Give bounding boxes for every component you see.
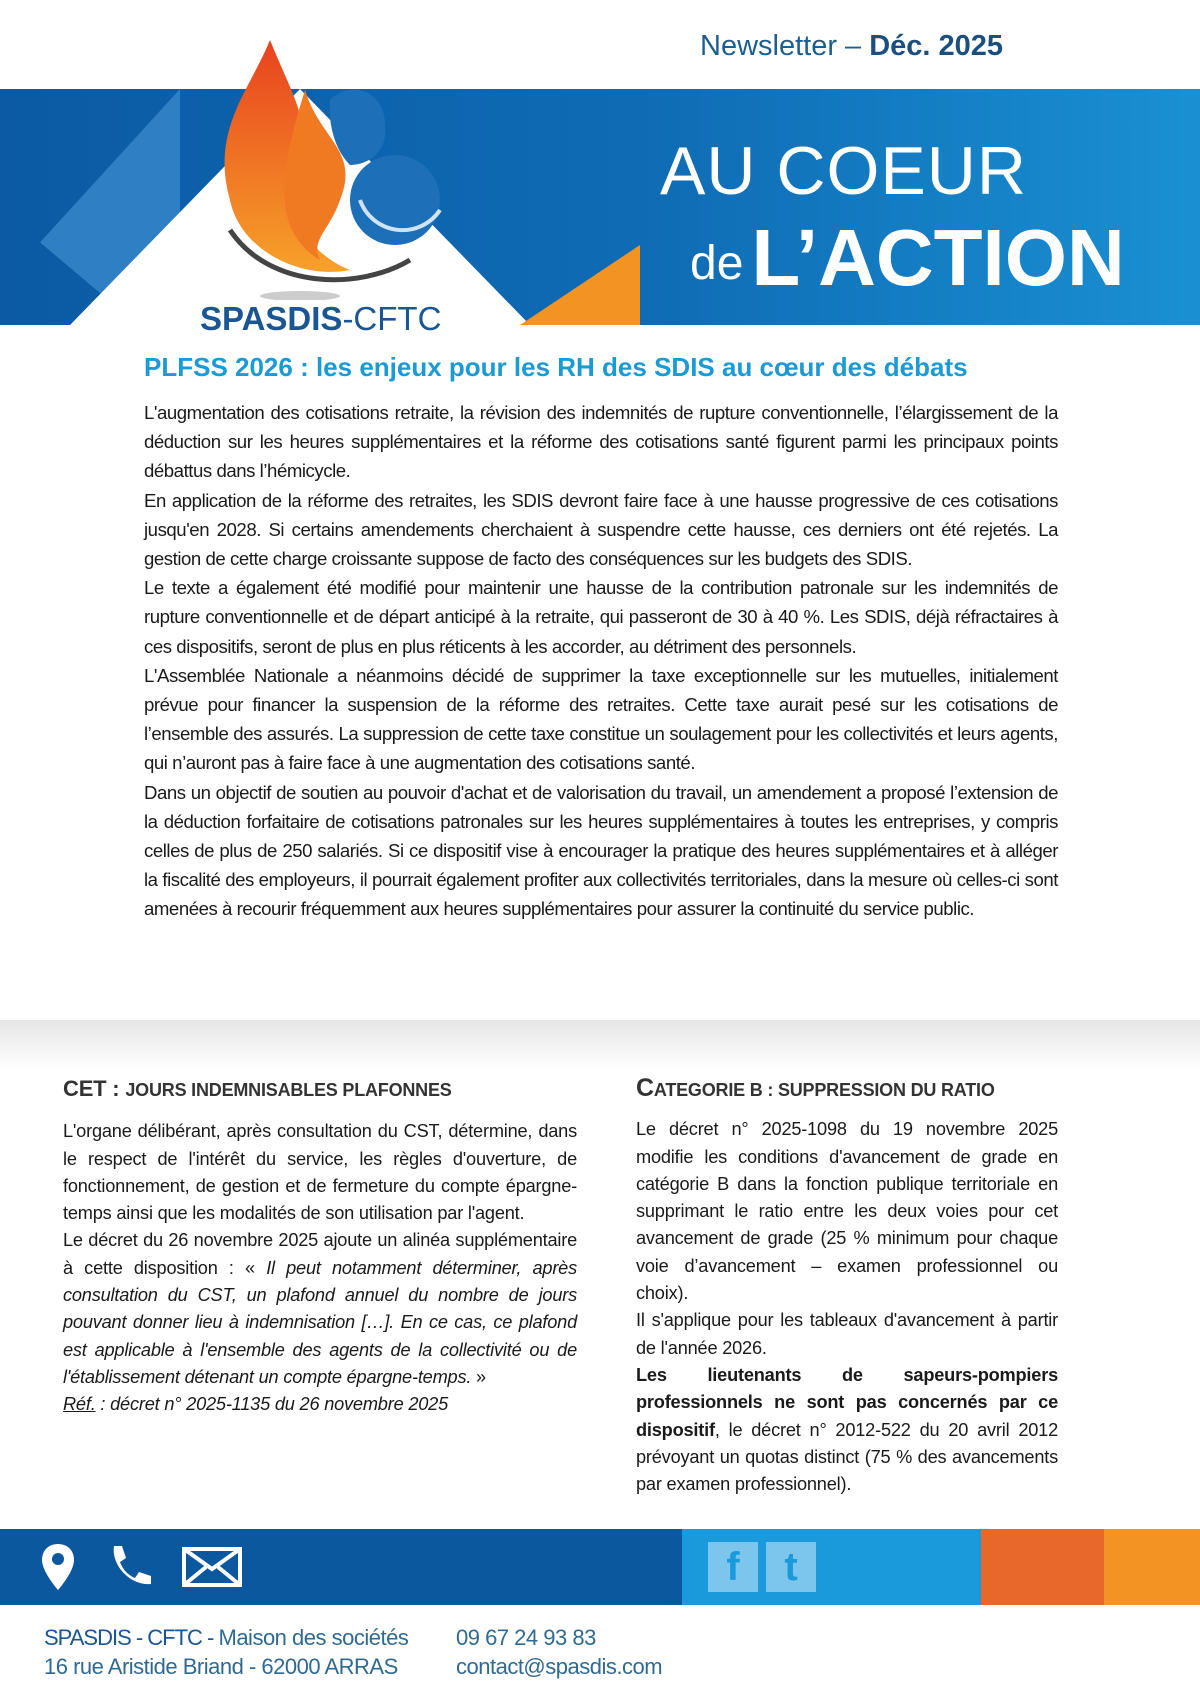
location-pin-icon[interactable] — [40, 1542, 76, 1592]
cet-quote: Il peut notamment déterminer, après consultation du CST, un plafond annuel du nombre de jours pouvant donner lieu à indemnisation […]. En ce cas, ce plafond est applicable à l'ensemble des agents de la collectivité ou de l'établissement détenant un compte épargne-temps. — [63, 1257, 577, 1387]
article-paragraph: L'augmentation des cotisations retraite, la révision des indemnités de rupture conventionnelle, l’élargissement de la déduction sur les heures supplémentaires et la réforme des cotisations santé figurent parmi les principaux points débattus dans l’hémicycle. — [144, 402, 1058, 482]
newsletter-label: Newsletter – — [700, 30, 870, 62]
catb-paragraph: Il s'applique pour les tableaux d'avancement à partir de l'année 2026. — [636, 1310, 1058, 1358]
newsletter-date — [700, 30, 1003, 63]
banner-title-line1: AU COEUR — [660, 133, 1027, 209]
catb-bold: Les lieutenants de sapeurs-pompiers professionnels ne sont pas concernés par ce dispositif — [636, 1364, 1058, 1440]
footer-orange-block — [981, 1529, 1104, 1605]
cet-heading — [63, 1075, 577, 1104]
brand-bold: SPASDIS — [200, 300, 343, 337]
social-links — [682, 1529, 981, 1605]
cet-paragraph: L'organe délibérant, après consultation du CST, détermine, dans le respect de l'intérêt du service, les règles d'ouverture, de fonctionnement, de gestion et de fermeture du compte épargne-temps ainsi que les modalités de son utilisation par l'agent. — [63, 1121, 577, 1224]
article-body — [144, 398, 1058, 924]
contact-icons — [0, 1529, 682, 1605]
brand-rest: -CFTC — [342, 300, 442, 337]
banner-de: de — [690, 237, 744, 290]
footer-email[interactable]: contact@spasdis.com — [456, 1654, 663, 1679]
catb-heading — [636, 1075, 1058, 1104]
facebook-icon[interactable]: f — [708, 1542, 758, 1592]
cet-paragraph — [63, 1227, 577, 1391]
cet-ref-label: Réf. — [63, 1394, 96, 1415]
newsletter-issue: Déc. 2025 — [869, 30, 1004, 62]
cet-intro: Le décret du 26 novembre 2025 ajoute un alinéa supplémentaire à cette disposition : « — [63, 1230, 577, 1278]
cet-reference — [63, 1391, 577, 1418]
article-paragraph: L'Assemblée Nationale a néanmoins décidé de supprimer la taxe exceptionnelle sur les mutuelles, initialement prévue pour financer la suspension de la réforme des retraites. Cette taxe aurait pesé sur les cotisations de l’ensemble des assurés. La suppression de cette taxe constitue un soulagement pour les collectivités et leurs agents, qui n’auront pas à faire face à une augmentation des cotisations santé. — [144, 664, 1058, 774]
mail-icon[interactable] — [182, 1547, 242, 1587]
banner-title-line2 — [690, 212, 1125, 304]
cet-heading-small: JOURS INDEMNISABLES PLAFONNES — [125, 1080, 452, 1100]
catb-heading-small: SUPPRESSION DU RATIO — [777, 1080, 995, 1100]
article-paragraph: Dans un objectif de soutien au pouvoir d'achat et de valorisation du travail, un amendement a proposé l’extension de la déduction forfaitaire de cotisations patronales sur les heures supplémentaires à toutes les entreprises, y compris celles de plus de 250 salariés. Si ce dispositif vise à encourager la pratique des heures supplémentaires et à alléger la fiscalité des employeurs, il pourrait également profiter aux collectivités territoriales, dans la mesure où celles-ci sont amenées à recourir fréquemment aux heures supplémentaires pour assurer la continuité du service public. — [144, 781, 1058, 920]
catb-heading-big: ATEGORIE B : — [653, 1080, 778, 1100]
cet-section — [63, 1075, 577, 1419]
catb-heading-initial: C — [636, 1074, 654, 1102]
catb-paragraph — [636, 1362, 1058, 1498]
footer-place: Maison des sociétés — [218, 1625, 409, 1650]
catb-rest: , le décret n° 2012-522 du 20 avril 2012 prévoyant un quotas distinct (75 % des avancements par examen professionnel). — [636, 1419, 1058, 1495]
footer-amber-block — [1104, 1529, 1200, 1605]
cet-quote-close: » — [471, 1366, 486, 1387]
banner-action: L’ACTION — [751, 213, 1125, 302]
twitter-icon[interactable]: t — [766, 1542, 816, 1592]
brand-name — [200, 300, 441, 338]
article-paragraph: Le texte a également été modifié pour maintenir une hausse de la contribution patronale sur les indemnités de rupture conventionnelle et de départ anticipé à la retraite, qui passeront de 30 à 40 %. Les SDIS, déjà réfractaires à ces dispositifs, seront de plus en plus réticents à les accorder, au détriment des personnels. — [144, 577, 1058, 657]
article-title: PLFSS 2026 : les enjeux pour les RH des SDIS au cœur des débats — [144, 352, 968, 382]
phone-icon[interactable] — [104, 1542, 154, 1592]
footer-phone[interactable]: 09 67 24 93 83 — [456, 1625, 596, 1650]
orange-accent — [520, 245, 640, 325]
footer-org: SPASDIS - CFTC - — [44, 1625, 219, 1650]
section-divider — [0, 1020, 1200, 1070]
cet-ref-text: : décret n° 2025-1135 du 26 novembre 2025 — [95, 1394, 448, 1415]
catb-paragraph: Le décret n° 2025-1098 du 19 novembre 2025 modifie les conditions d'avancement de grade en catégorie B dans la fonction publique territoriale en supprimant le ratio entre les deux voies pour cet avancement de grade (25 % minimum pour chaque voie d’avancement – examen professionnel ou choix). — [636, 1119, 1058, 1304]
footer-org-line — [44, 1625, 408, 1651]
firefighter-flame-logo-icon — [210, 30, 470, 300]
footer-bar — [0, 1529, 1200, 1605]
footer-address: 16 rue Aristide Briand - 62000 ARRAS — [44, 1654, 398, 1679]
categorie-b-section — [636, 1075, 1058, 1498]
cet-heading-big: CET : — [63, 1076, 126, 1101]
article-paragraph: En application de la réforme des retraites, les SDIS devront faire face à une hausse progressive de ces cotisations jusqu'en 2028. Si certains amendements cherchaient à suspendre cette hausse, ces derniers ont été rejetés. La gestion de cette charge croissante suppose de facto des conséquences sur les budgets des SDIS. — [144, 489, 1058, 570]
